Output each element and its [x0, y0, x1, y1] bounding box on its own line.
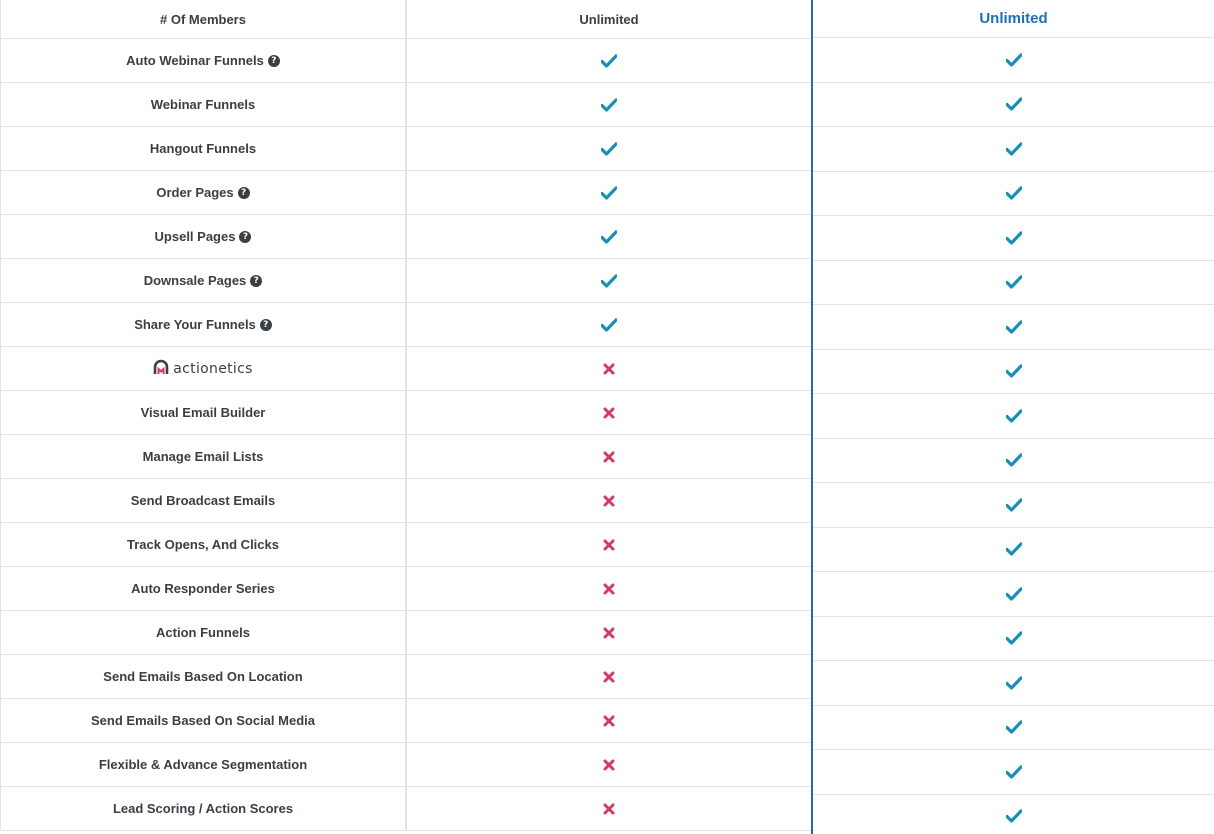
cross-icon — [603, 407, 615, 419]
plan2-cell — [813, 216, 1214, 260]
table-row — [0, 127, 811, 171]
feature-cell — [0, 567, 407, 610]
plan1-cell — [407, 479, 811, 522]
table-row — [0, 391, 811, 435]
check-icon — [601, 54, 617, 68]
check-icon — [1006, 453, 1022, 467]
plan1-cell — [407, 127, 811, 170]
cross-icon — [603, 803, 615, 815]
feature-cell — [0, 743, 407, 786]
plan2-cell — [813, 261, 1214, 305]
cross-icon — [603, 715, 615, 727]
plan1-cell — [407, 567, 811, 610]
actionetics-logo-text: actionetics — [173, 360, 253, 377]
help-icon[interactable]: ? — [260, 319, 272, 331]
plan2-row — [813, 394, 1214, 439]
table-row — [0, 655, 811, 699]
check-icon — [1006, 320, 1022, 334]
feature-label: Upsell Pages — [154, 229, 236, 244]
plan2-row — [813, 795, 1214, 834]
check-icon — [601, 186, 617, 200]
plan2-row — [813, 750, 1214, 795]
check-icon — [1006, 809, 1022, 823]
table-row — [0, 347, 811, 391]
plan2-cell — [813, 439, 1214, 483]
plan2-cell — [813, 706, 1214, 750]
table-row — [0, 699, 811, 743]
table-row — [0, 215, 811, 259]
check-icon — [1006, 587, 1022, 601]
check-icon — [601, 142, 617, 156]
check-icon — [1006, 676, 1022, 690]
feature-label: Order Pages — [156, 185, 234, 200]
plan2-cell — [813, 572, 1214, 616]
cross-icon — [603, 671, 615, 683]
help-icon[interactable]: ? — [239, 231, 251, 243]
plan1-cell — [407, 259, 811, 302]
check-icon — [1006, 97, 1022, 111]
plan1-cell — [407, 699, 811, 742]
plan2-cell — [813, 305, 1214, 349]
check-icon — [1006, 498, 1022, 512]
plan2-row — [813, 617, 1214, 662]
feature-label: Send Broadcast Emails — [130, 493, 276, 508]
cross-icon — [603, 495, 615, 507]
feature-cell — [0, 699, 407, 742]
plan2-row — [813, 706, 1214, 751]
plan1-cell — [407, 435, 811, 478]
plan2-cell — [813, 38, 1214, 82]
feature-cell — [0, 787, 407, 830]
feature-cell — [0, 259, 407, 302]
plan1-cell — [407, 83, 811, 126]
members-header-cell — [0, 0, 407, 38]
check-icon — [1006, 631, 1022, 645]
cross-icon — [603, 583, 615, 595]
actionetics-logo-icon — [153, 359, 169, 378]
plan1-header-cell — [407, 0, 811, 38]
feature-label: Send Emails Based On Social Media — [91, 713, 315, 728]
plan2-cell — [813, 394, 1214, 438]
feature-cell — [0, 391, 407, 434]
plan1-cell — [407, 215, 811, 258]
feature-cell — [0, 435, 407, 478]
table-row — [0, 611, 811, 655]
plan1-members-value: Unlimited — [579, 11, 639, 27]
feature-cell — [0, 611, 407, 654]
feature-cell — [0, 303, 407, 346]
plan2-row — [813, 305, 1214, 350]
plan2-cell — [813, 483, 1214, 527]
plan2-cell — [813, 795, 1214, 834]
table-row — [0, 567, 811, 611]
cross-icon — [603, 627, 615, 639]
check-icon — [1006, 542, 1022, 556]
check-icon — [1006, 409, 1022, 423]
feature-label: Webinar Funnels — [150, 97, 256, 112]
table-row — [0, 259, 811, 303]
table-row — [0, 523, 811, 567]
plan2-row — [813, 261, 1214, 306]
check-icon — [1006, 53, 1022, 67]
plan2-row — [813, 528, 1214, 573]
feature-label: Manage Email Lists — [142, 449, 264, 464]
plan2-row — [813, 350, 1214, 395]
feature-cell — [0, 523, 407, 566]
plan1-cell — [407, 347, 811, 390]
plan1-cell — [407, 523, 811, 566]
plan2-row — [813, 216, 1214, 261]
feature-cell — [0, 171, 407, 214]
feature-label: Track Opens, And Clicks — [127, 537, 279, 552]
check-icon — [1006, 186, 1022, 200]
help-icon[interactable]: ? — [268, 55, 280, 67]
plan2-row — [813, 572, 1214, 617]
plan1-cell — [407, 787, 811, 830]
plan2-header-row — [813, 0, 1214, 38]
plan2-row — [813, 38, 1214, 83]
check-icon — [1006, 142, 1022, 156]
table-row — [0, 787, 811, 831]
cross-icon — [603, 759, 615, 771]
plan1-cell — [407, 39, 811, 82]
feature-label: Visual Email Builder — [140, 405, 266, 420]
plan2-cell — [813, 661, 1214, 705]
plan1-cell — [407, 743, 811, 786]
table-row — [0, 479, 811, 523]
feature-label: Lead Scoring / Action Scores — [112, 801, 294, 816]
plan2-cell — [813, 617, 1214, 661]
cross-icon — [603, 363, 615, 375]
plan1-cell — [407, 655, 811, 698]
cross-icon — [603, 451, 615, 463]
plan2-cell — [813, 750, 1214, 794]
feature-label: Flexible & Advance Segmentation — [98, 757, 308, 772]
feature-label: Downsale Pages — [143, 273, 247, 288]
check-icon — [601, 274, 617, 288]
check-icon — [1006, 720, 1022, 734]
plan1-cell — [407, 171, 811, 214]
feature-cell — [0, 83, 407, 126]
check-icon — [601, 98, 617, 112]
plan2-cell — [813, 172, 1214, 216]
table-row — [0, 303, 811, 347]
cross-icon — [603, 539, 615, 551]
highlighted-plan-column — [811, 0, 1214, 834]
table-row — [0, 435, 811, 479]
plan2-cell — [813, 350, 1214, 394]
plan2-members-value: Unlimited — [979, 10, 1048, 27]
plan1-cell — [407, 611, 811, 654]
plan2-cell — [813, 83, 1214, 127]
plan1-cell — [407, 303, 811, 346]
plan2-cell — [813, 127, 1214, 171]
table-row — [0, 743, 811, 787]
check-icon — [1006, 765, 1022, 779]
feature-cell — [0, 347, 407, 390]
check-icon — [1006, 275, 1022, 289]
plan1-cell — [407, 391, 811, 434]
check-icon — [1006, 231, 1022, 245]
plan2-cell — [813, 528, 1214, 572]
feature-label: Auto Webinar Funnels — [126, 53, 264, 68]
feature-label: Hangout Funnels — [149, 141, 257, 156]
feature-label: Share Your Funnels — [134, 317, 256, 332]
plan2-row — [813, 661, 1214, 706]
feature-cell — [0, 39, 407, 82]
plan2-row — [813, 439, 1214, 484]
help-icon[interactable]: ? — [238, 187, 250, 199]
feature-cell — [0, 479, 407, 522]
feature-cell — [0, 215, 407, 258]
plan2-header-cell — [813, 0, 1214, 37]
plan2-row — [813, 483, 1214, 528]
feature-label: Send Emails Based On Location — [103, 669, 303, 684]
table-row — [0, 83, 811, 127]
check-icon — [601, 318, 617, 332]
table-row — [0, 171, 811, 215]
table-row — [0, 39, 811, 83]
plan2-row — [813, 127, 1214, 172]
help-icon[interactable]: ? — [250, 275, 262, 287]
table-header-row — [0, 0, 811, 39]
feature-label: Auto Responder Series — [131, 581, 275, 596]
check-icon — [1006, 364, 1022, 378]
actionetics-logo — [153, 359, 252, 378]
feature-label: Action Funnels — [156, 625, 250, 640]
feature-cell — [0, 655, 407, 698]
feature-cell — [0, 127, 407, 170]
members-header-label: # Of Members — [160, 11, 246, 27]
check-icon — [601, 230, 617, 244]
plan2-row — [813, 83, 1214, 128]
plan2-row — [813, 172, 1214, 217]
